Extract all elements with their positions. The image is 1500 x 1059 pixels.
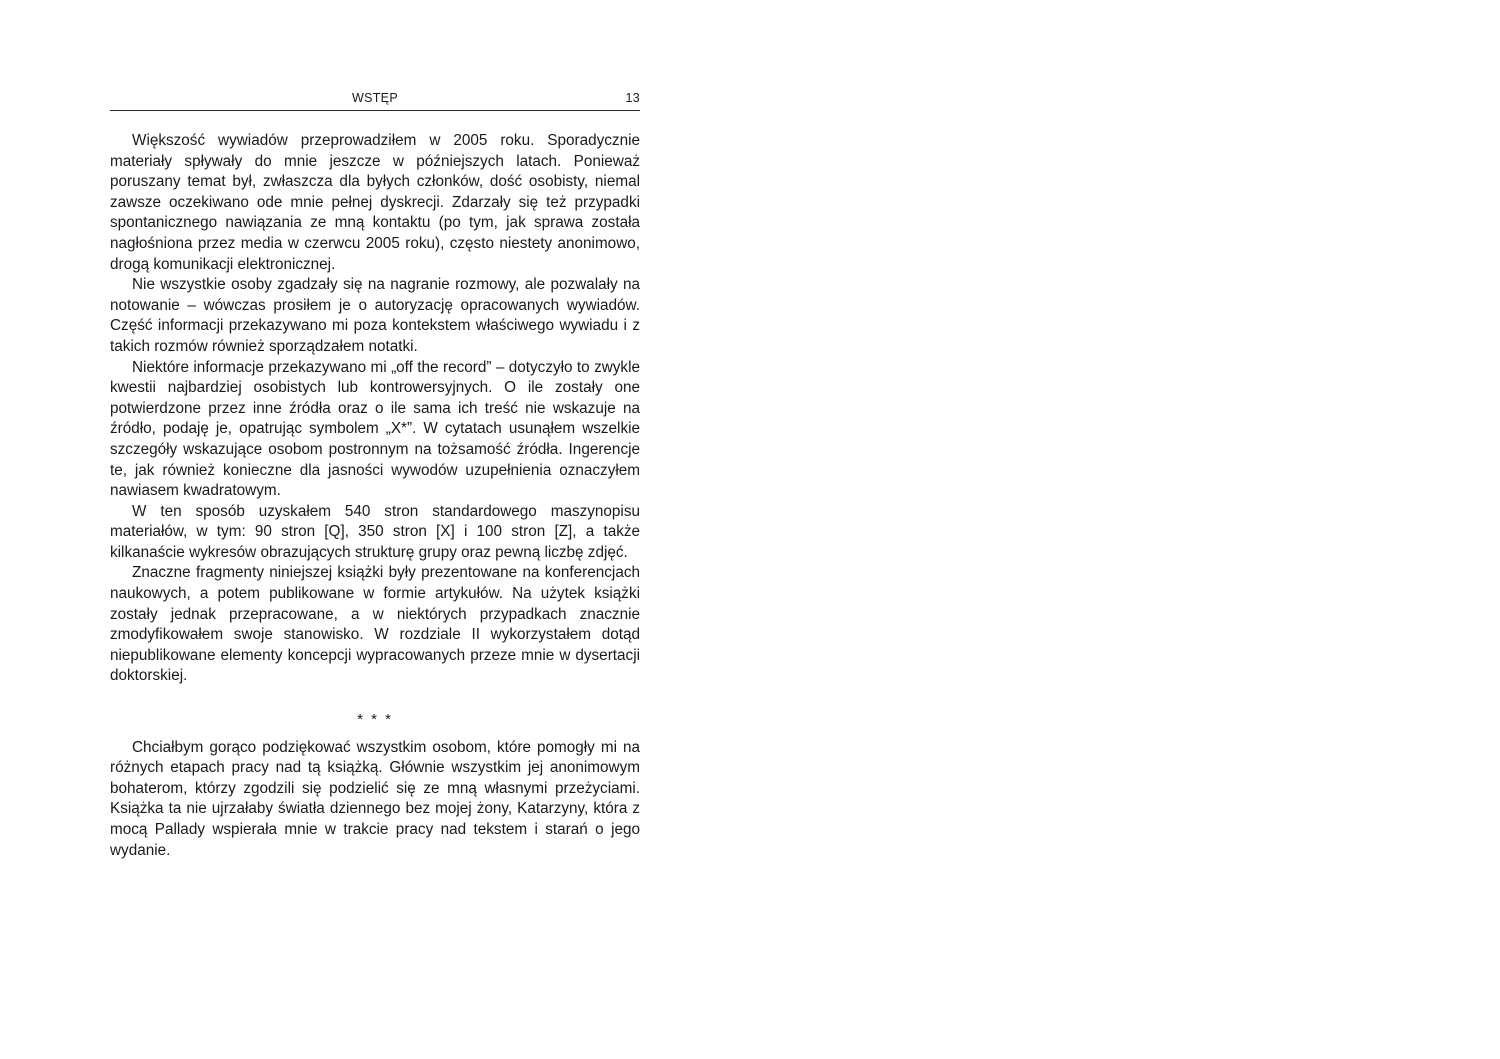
book-page: [110, 86, 640, 861]
paragraph: W ten sposób uzyskałem 540 stron standardowego maszynopisu materiałów, w tym: 90 stron [Q], 350 stron [X] i 100 stron [Z], a także kilkanaście wykresów obrazujących strukturę grupy oraz pewną liczbę zdjęć.: [110, 502, 640, 561]
page-number: 13: [625, 91, 640, 105]
running-header: [110, 86, 640, 111]
running-header-title: WSTĘP: [352, 91, 398, 105]
paragraph: Nie wszystkie osoby zgadzały się na nagranie rozmowy, ale pozwalały na notowanie – wówczas prosiłem je o autoryzację opracowanych wywiadów. Część informacji przekazywano mi poza kontekstem właściwego wywiadu i z takich rozmów również sporządzałem notatki.: [110, 276, 640, 355]
paragraph: Znaczne fragmenty niniejszej książki były prezentowane na konferencjach naukowych, a potem publikowane w formie artykułów. Na użytek książki zostały jednak przepracowane, a w niektórych przypadkach znacznie zmodyfikowałem swoje stanowisko. W rozdziale II wykorzystałem dotąd niepublikowane elementy koncepcji wypracowanych przeze mnie w dysertacji doktorskiej.: [110, 564, 640, 685]
paragraph: Większość wywiadów przeprowadziłem w 2005 roku. Sporadycznie materiały spływały do mnie jeszcze w późniejszych latach. Ponieważ poruszany temat był, zwłaszcza dla byłych członków, dość osobisty, niemal zawsze oczekiwano ode mnie pełnej dyskrecji. Zdarzały się też przypadki spontanicznego nawiązania ze mną kontaktu (po tym, jak sprawa została nagłośniona przez media w czerwcu 2005 roku), często niestety anonimowo, drogą komunikacji elektronicznej.: [110, 132, 640, 273]
paragraph: Niektóre informacje przekazywano mi „off the record” – dotyczyło to zwykle kwestii najbardziej osobistych lub kontrowersyjnych. O ile zostały one potwierdzone przez inne źródła oraz o ile sama ich treść nie wskazuje na źródło, podaję je, opatrując symbolem „X*”. W cytatach usunąłem wszelkie szczegóły wskazujące osobom postronnym na tożsamość źródła. Ingerencje te, jak również konieczne dla jasności wywodów uzupełnienia oznaczyłem nawiasem kwadratowym.: [110, 358, 640, 500]
acknowledgement-paragraph: Chciałbym gorąco podziękować wszystkim osobom, które pomogły mi na różnych etapach pracy nad tą książką. Głównie wszystkim jej anonimowym bohaterom, którzy zgodzili się podzielić się ze mną własnymi przeżyciami. Książka ta nie ujrzałaby światła dziennego bez mojej żony, Katarzyny, która z mocą Pallady wspierała mnie w trakcie pracy nad tekstem i starań o jego wydanie.: [110, 738, 640, 859]
section-separator: * * *: [357, 711, 393, 729]
body-text: [110, 131, 640, 861]
